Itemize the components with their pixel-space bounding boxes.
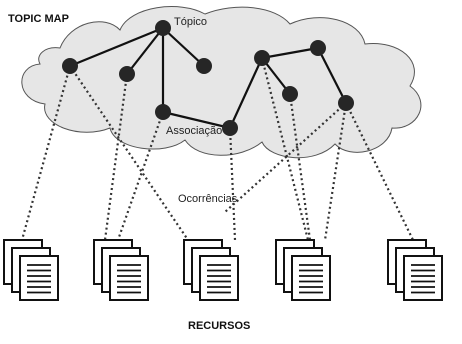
- topic-node: [310, 40, 326, 56]
- diagram-title: TOPIC MAP: [8, 13, 69, 25]
- topic-node: [119, 66, 135, 82]
- topic-node: [282, 86, 298, 102]
- topic-node: [222, 120, 238, 136]
- resource-stacks: [4, 240, 442, 300]
- topic-node: [196, 58, 212, 74]
- resource-stack: [388, 240, 442, 300]
- document-page: [20, 256, 58, 300]
- occurrences-label: Ocorrências: [178, 193, 238, 205]
- association-label: Associação: [166, 125, 223, 137]
- document-page: [404, 256, 442, 300]
- resource-stack: [184, 240, 238, 300]
- topic-label: Tópico: [174, 16, 208, 28]
- topic-node: [155, 20, 171, 36]
- topic-node: [254, 50, 270, 66]
- document-page: [110, 256, 148, 300]
- resource-stack: [4, 240, 58, 300]
- document-page: [200, 256, 238, 300]
- topic-node: [62, 58, 78, 74]
- resource-stack: [94, 240, 148, 300]
- topic-node: [155, 104, 171, 120]
- resources-label: RECURSOS: [188, 320, 251, 332]
- topic-node: [338, 95, 354, 111]
- document-page: [292, 256, 330, 300]
- resource-stack: [276, 240, 330, 300]
